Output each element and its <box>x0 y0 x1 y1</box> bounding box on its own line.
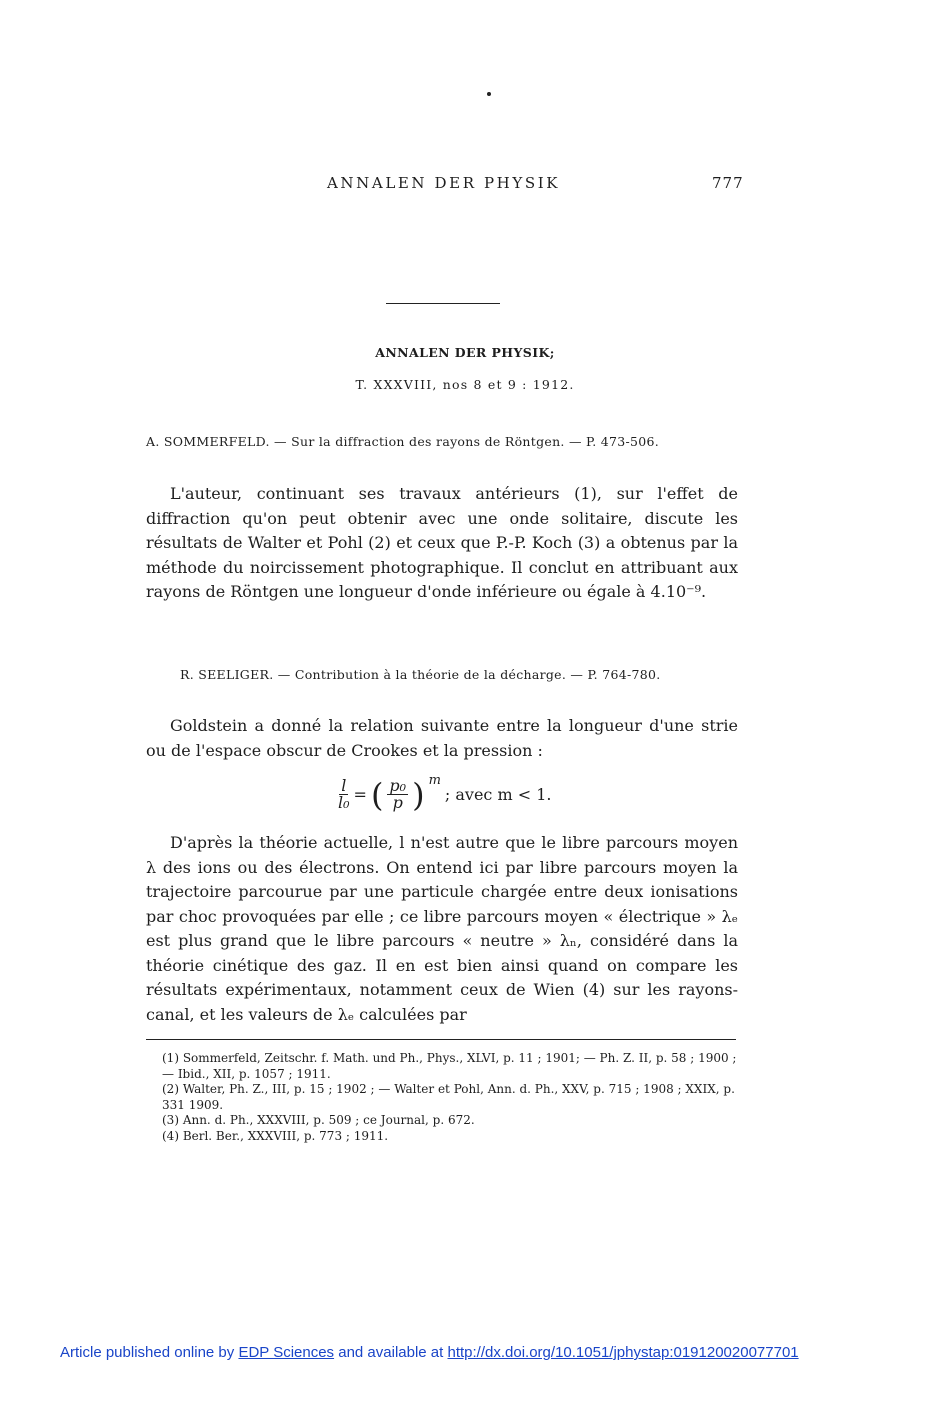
review-1-paragraph: L'auteur, continuant ses travaux antérieurs (1), sur l'effet de diffraction qu'on peut obtenir avec une onde solitaire, discute les résultats de Walter et Pohl (2) et ceux que P.-P. Koch (3) a obtenus par la méthode du noircissement photographique. Il conclut en attribuant aux rayons de Röntgen une longueur d'onde inférieure ou égale à 4.10⁻⁹. <box>146 484 738 601</box>
formula-equals: = <box>353 785 367 804</box>
footnote-rule <box>146 1039 736 1040</box>
banner-prefix: Article published online by <box>60 1344 235 1361</box>
formula-right-fraction <box>387 778 408 811</box>
formula-exponent: m <box>428 773 441 788</box>
footnote-2: (2) Walter, Ph. Z., III, p. 15 ; 1902 ; — Walter et Pohl, Ann. d. Ph., XXV, p. 715 ; 1908 ; XXIX, p. 331 1909. <box>162 1082 735 1112</box>
goldstein-formula <box>338 773 552 814</box>
footnote-3: (3) Ann. d. Ph., XXXVIII, p. 509 ; ce Journal, p. 672. <box>162 1113 475 1127</box>
formula-right-denominator: p <box>392 793 403 812</box>
formula-condition: ; avec m < 1. <box>444 785 552 804</box>
review-2-intro <box>146 714 738 763</box>
running-title: ANNALEN DER PHYSIK <box>327 174 561 192</box>
doi-link[interactable]: http://dx.doi.org/10.1051/jphystap:019120020077701 <box>447 1344 799 1361</box>
formula-open-paren: ( <box>370 775 384 814</box>
formula-close-paren: ) <box>412 775 425 814</box>
stray-mark <box>487 92 491 96</box>
review-2-heading: R. SEELIGER. — Contribution à la théorie de la décharge. — P. 764-780. <box>180 667 661 682</box>
volume-line: T. XXXVIII, nos 8 et 9 : 1912. <box>355 377 575 392</box>
publication-banner <box>60 1344 799 1361</box>
review-2-paragraph-1: Goldstein a donné la relation suivante entre la longueur d'une strie ou de l'espace obscur de Crookes et la pression : <box>146 716 738 760</box>
page-number: 777 <box>712 174 744 192</box>
formula-right-numerator: p₀ <box>389 776 407 795</box>
review-1-heading: A. SOMMERFELD. — Sur la diffraction des rayons de Röntgen. — P. 473-506. <box>146 434 660 449</box>
formula-left-denominator: l₀ <box>338 793 350 812</box>
banner-middle: and available at <box>338 1344 444 1361</box>
publisher-link[interactable]: EDP Sciences <box>238 1344 335 1361</box>
footnotes <box>146 1051 738 1144</box>
review-1-body <box>146 482 738 605</box>
section-divider <box>386 303 500 304</box>
footnote-4: (4) Berl. Ber., XXXVIII, p. 773 ; 1911. <box>162 1128 389 1143</box>
review-2-paragraph-2: D'après la théorie actuelle, l n'est autre que le libre parcours moyen λ des ions ou des électrons. On entend ici par libre parcours moyen la trajectoire parcourue par une particule chargée entre deux ionisations par choc provoquées par elle ; ce libre parcours moyen « électrique » λₑ est plus grand que le libre parcours « neutre » λₙ, considéré dans la théorie cinétique des gaz. Il en est bien ainsi quand on compare les résultats expérimentaux, notamment ceux de Wien (4) sur les rayons-canal, et les valeurs de λₑ calculées par <box>146 833 738 1024</box>
review-2-body <box>146 831 738 1027</box>
formula-left-fraction <box>338 778 350 811</box>
formula-left-numerator: l <box>341 776 347 795</box>
journal-heading: ANNALEN DER PHYSIK; <box>375 345 555 360</box>
footnote-1: (1) Sommerfeld, Zeitschr. f. Math. und Ph., Phys., XLVI, p. 11 ; 1901; — Ph. Z. II, p. 58 ; 1900 ; — Ibid., XII, p. 1057 ; 1911. <box>162 1051 737 1081</box>
